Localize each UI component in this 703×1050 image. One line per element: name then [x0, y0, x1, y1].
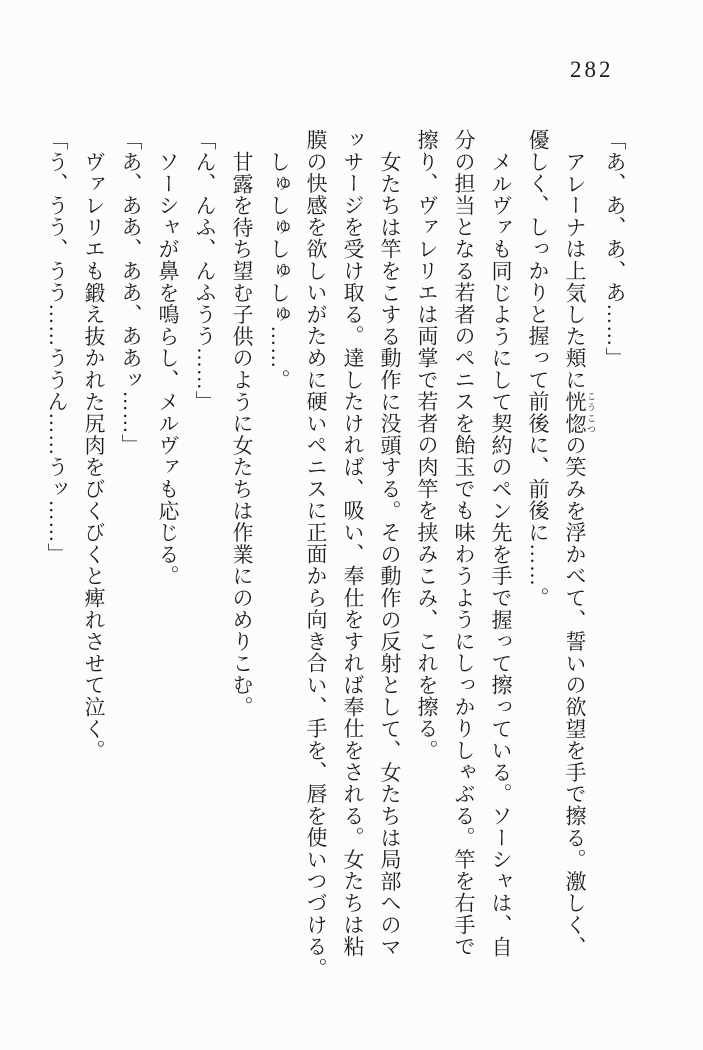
text-line [408, 129, 445, 987]
text-line [223, 129, 260, 987]
text-run: 分の担当となる若者のペニスを飴玉でも味わうようにしっかりしゃぶる。竿を右手で [452, 129, 476, 958]
text-run: 「あ、ああ、ああ、ああッ……」 [119, 129, 143, 456]
text-line [334, 129, 371, 987]
text-run: ソーシャが鼻を鳴らし、メルヴァも応じる。 [156, 150, 180, 587]
text-run: 「ん、んふ、んふうう……」 [193, 129, 217, 413]
text-run: ッサージを受け取る。達したければ、吸い、奉仕をすれば奉仕をされる。女たちは粘 [341, 129, 365, 958]
text-line [482, 129, 519, 987]
text-line [596, 129, 633, 987]
text-line [38, 129, 75, 987]
text-run: 「あ、あ、あ、あ……」 [603, 129, 627, 369]
text-run: 甘露を待ち望む子供のように女たちは作業にのめりこむ。 [230, 150, 254, 718]
text-run: 優しく、しっかりと握って前後に、前後に……。 [526, 129, 550, 609]
text-line [186, 129, 223, 987]
text-line [556, 129, 596, 987]
text-run: アレーナは上気した頬に [563, 150, 587, 391]
text-run: ヴァレリエも鍛え抜かれた尻肉をびくびくと痺れさせて泣く。 [82, 150, 106, 762]
text-line [75, 129, 112, 987]
text-line [519, 129, 556, 987]
text-run: 膜の快感を欲しいがために硬いペニスに正面から向き合い、手を、唇を使いつづける。 [304, 129, 328, 980]
vertical-text-block [41, 129, 633, 987]
ruby-annotated-word: 恍惚 こうこつ [563, 390, 596, 435]
text-run: の笑みを浮かべて、誓いの欲望を手で擦る。激しく、 [563, 434, 587, 958]
text-line [371, 129, 408, 987]
text-line [445, 129, 482, 987]
text-line [260, 129, 297, 987]
text-run: しゅしゅしゅしゅ……。 [267, 150, 291, 391]
text-line [297, 129, 334, 987]
page-number: 282 [570, 57, 614, 82]
text-run: メルヴァも同じようにして契約のペン先を手で握って擦っている。ソーシャは、自 [489, 150, 513, 958]
text-run: 女たちは竿をこする動作に没頭する。その動作の反射として、女たちは局部へのマ [378, 150, 402, 958]
text-run: 擦り、ヴァレリエは両掌で若者の肉竿を挟みこみ、これを擦る。 [415, 129, 439, 762]
text-line [149, 129, 186, 987]
text-line [112, 129, 149, 987]
text-run: 「う、うう、うう……ううん……うッ……」 [45, 129, 69, 565]
